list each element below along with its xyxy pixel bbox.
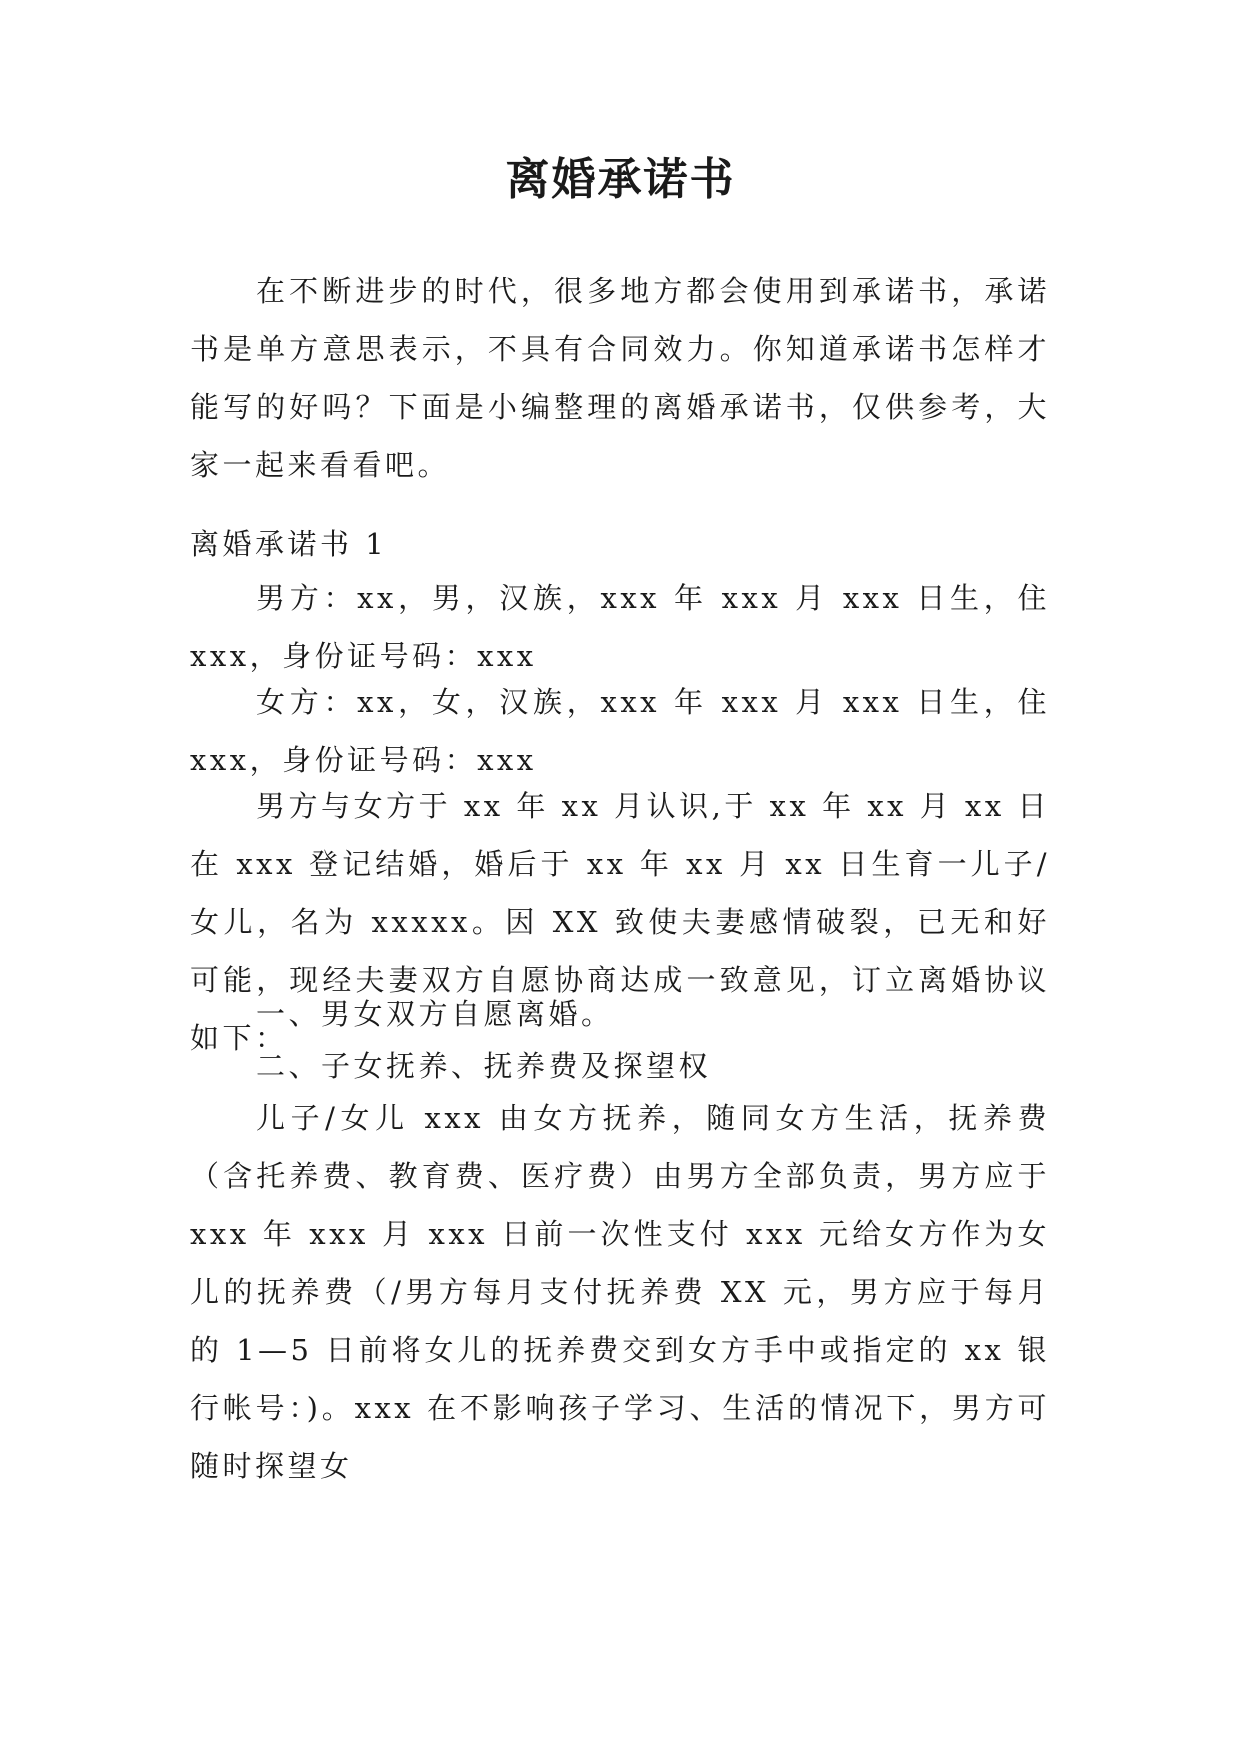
husband-info-paragraph: 男方：xx，男，汉族，xxx 年 xxx 月 xxx 日生，住 xxx，身份证号码：xxx [190,581,1050,673]
clause-one-paragraph: 一、男女双方自愿离婚。 [256,997,614,1031]
wife-info-paragraph: 女方：xx，女，汉族，xxx 年 xxx 月 xxx 日生，住 xxx，身份证号码：xxx [190,685,1050,777]
clause-two-heading: 二、子女抚养、抚养费及探望权 [256,1049,712,1083]
document-title: 离婚承诺书 [505,154,736,205]
marriage-background-paragraph: 男方与女方于 xx 年 xx 月认识,于 xx 年 xx 月 xx 日在 xxx 登记结婚，婚后于 xx 年 xx 月 xx 日生育一儿子/女儿，名为 xxxxx。因 XX 致使夫妻感情破裂，已无和好可能，现经夫妻双方自愿协商达成一致意见，订立离婚协议如下： [190,789,1050,1055]
section-heading: 离婚承诺书 1 [190,527,388,561]
intro-paragraph: 在不断进步的时代，很多地方都会使用到承诺书，承诺书是单方意思表示，不具有合同效力。你知道承诺书怎样才能写的好吗？下面是小编整理的离婚承诺书，仅供参考，大家一起来看看吧。 [190,274,1050,482]
custody-paragraph: 儿子/女儿 xxx 由女方抚养，随同女方生活，抚养费（含托养费、教育费、医疗费）由男方全部负责，男方应于 xxx 年 xxx 月 xxx 日前一次性支付 xxx 元给女方作为女儿的抚养费（/男方每月支付抚养费 XX 元，男方应于每月的 1—5 日前将女儿的抚养费交到女方手中或指定的 xx 银行帐号：)。xxx 在不影响孩子学习、生活的情况下，男方可随时探望女 [190,1101,1050,1483]
